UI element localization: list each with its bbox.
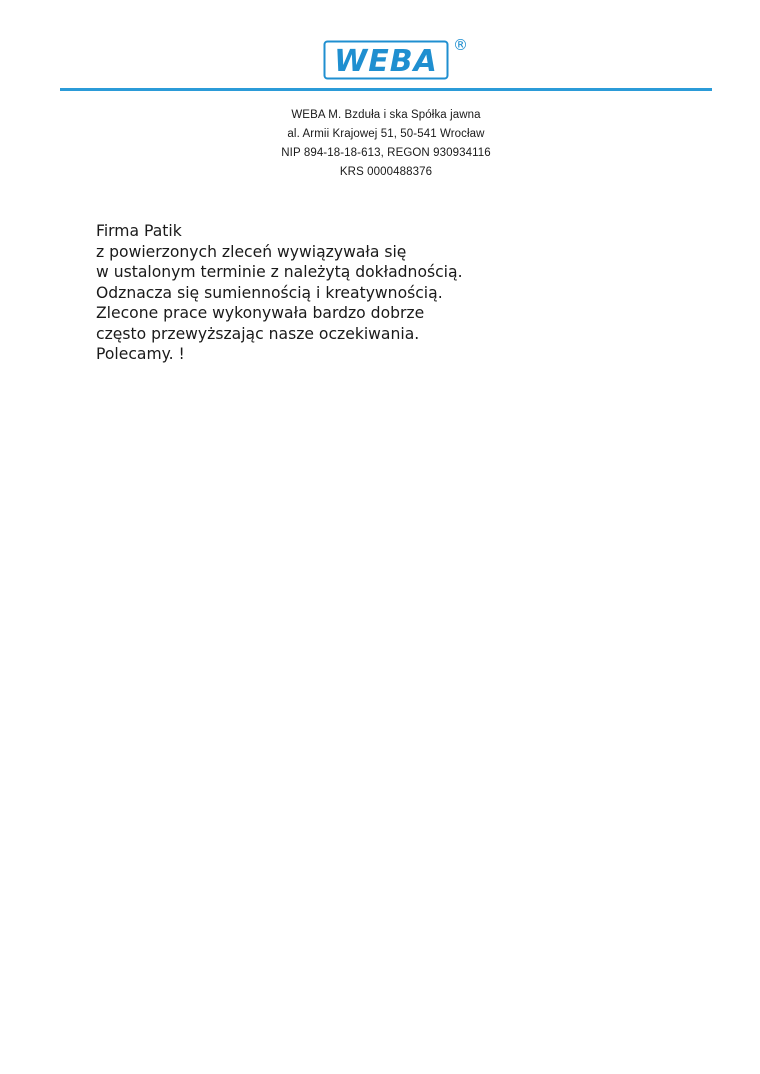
weba-logo [323,40,449,80]
logo-text: WEBA [334,44,438,79]
header-divider [60,88,712,91]
letter-line: Zlecone prace wykonywała bardzo dobrze [96,304,425,322]
letter-line: Odznacza się sumiennością i kreatywnością. [96,283,443,302]
letter-line: w ustalonym terminie z należytą dokładnością. [96,263,463,281]
company-name: WEBA M. Bzduła i ska Spółka jawna [291,109,481,121]
company-address: al. Armii Krajowej 51, 50-541 Wrocław [287,128,485,140]
letter-body [96,221,463,365]
registered-mark: ® [453,36,468,54]
company-info [0,106,760,182]
letter-line: z powierzonych zleceń wywiązywała się [96,242,407,261]
letter-line: często przewyższając nasze oczekiwania. [96,324,420,343]
company-krs: KRS 0000488376 [339,166,433,178]
company-tax-ids: NIP 894-18-18-613, REGON 930934116 [281,147,491,159]
letter-line: Polecamy. ! [96,345,185,363]
letter-line: Firma Patik [96,222,182,240]
